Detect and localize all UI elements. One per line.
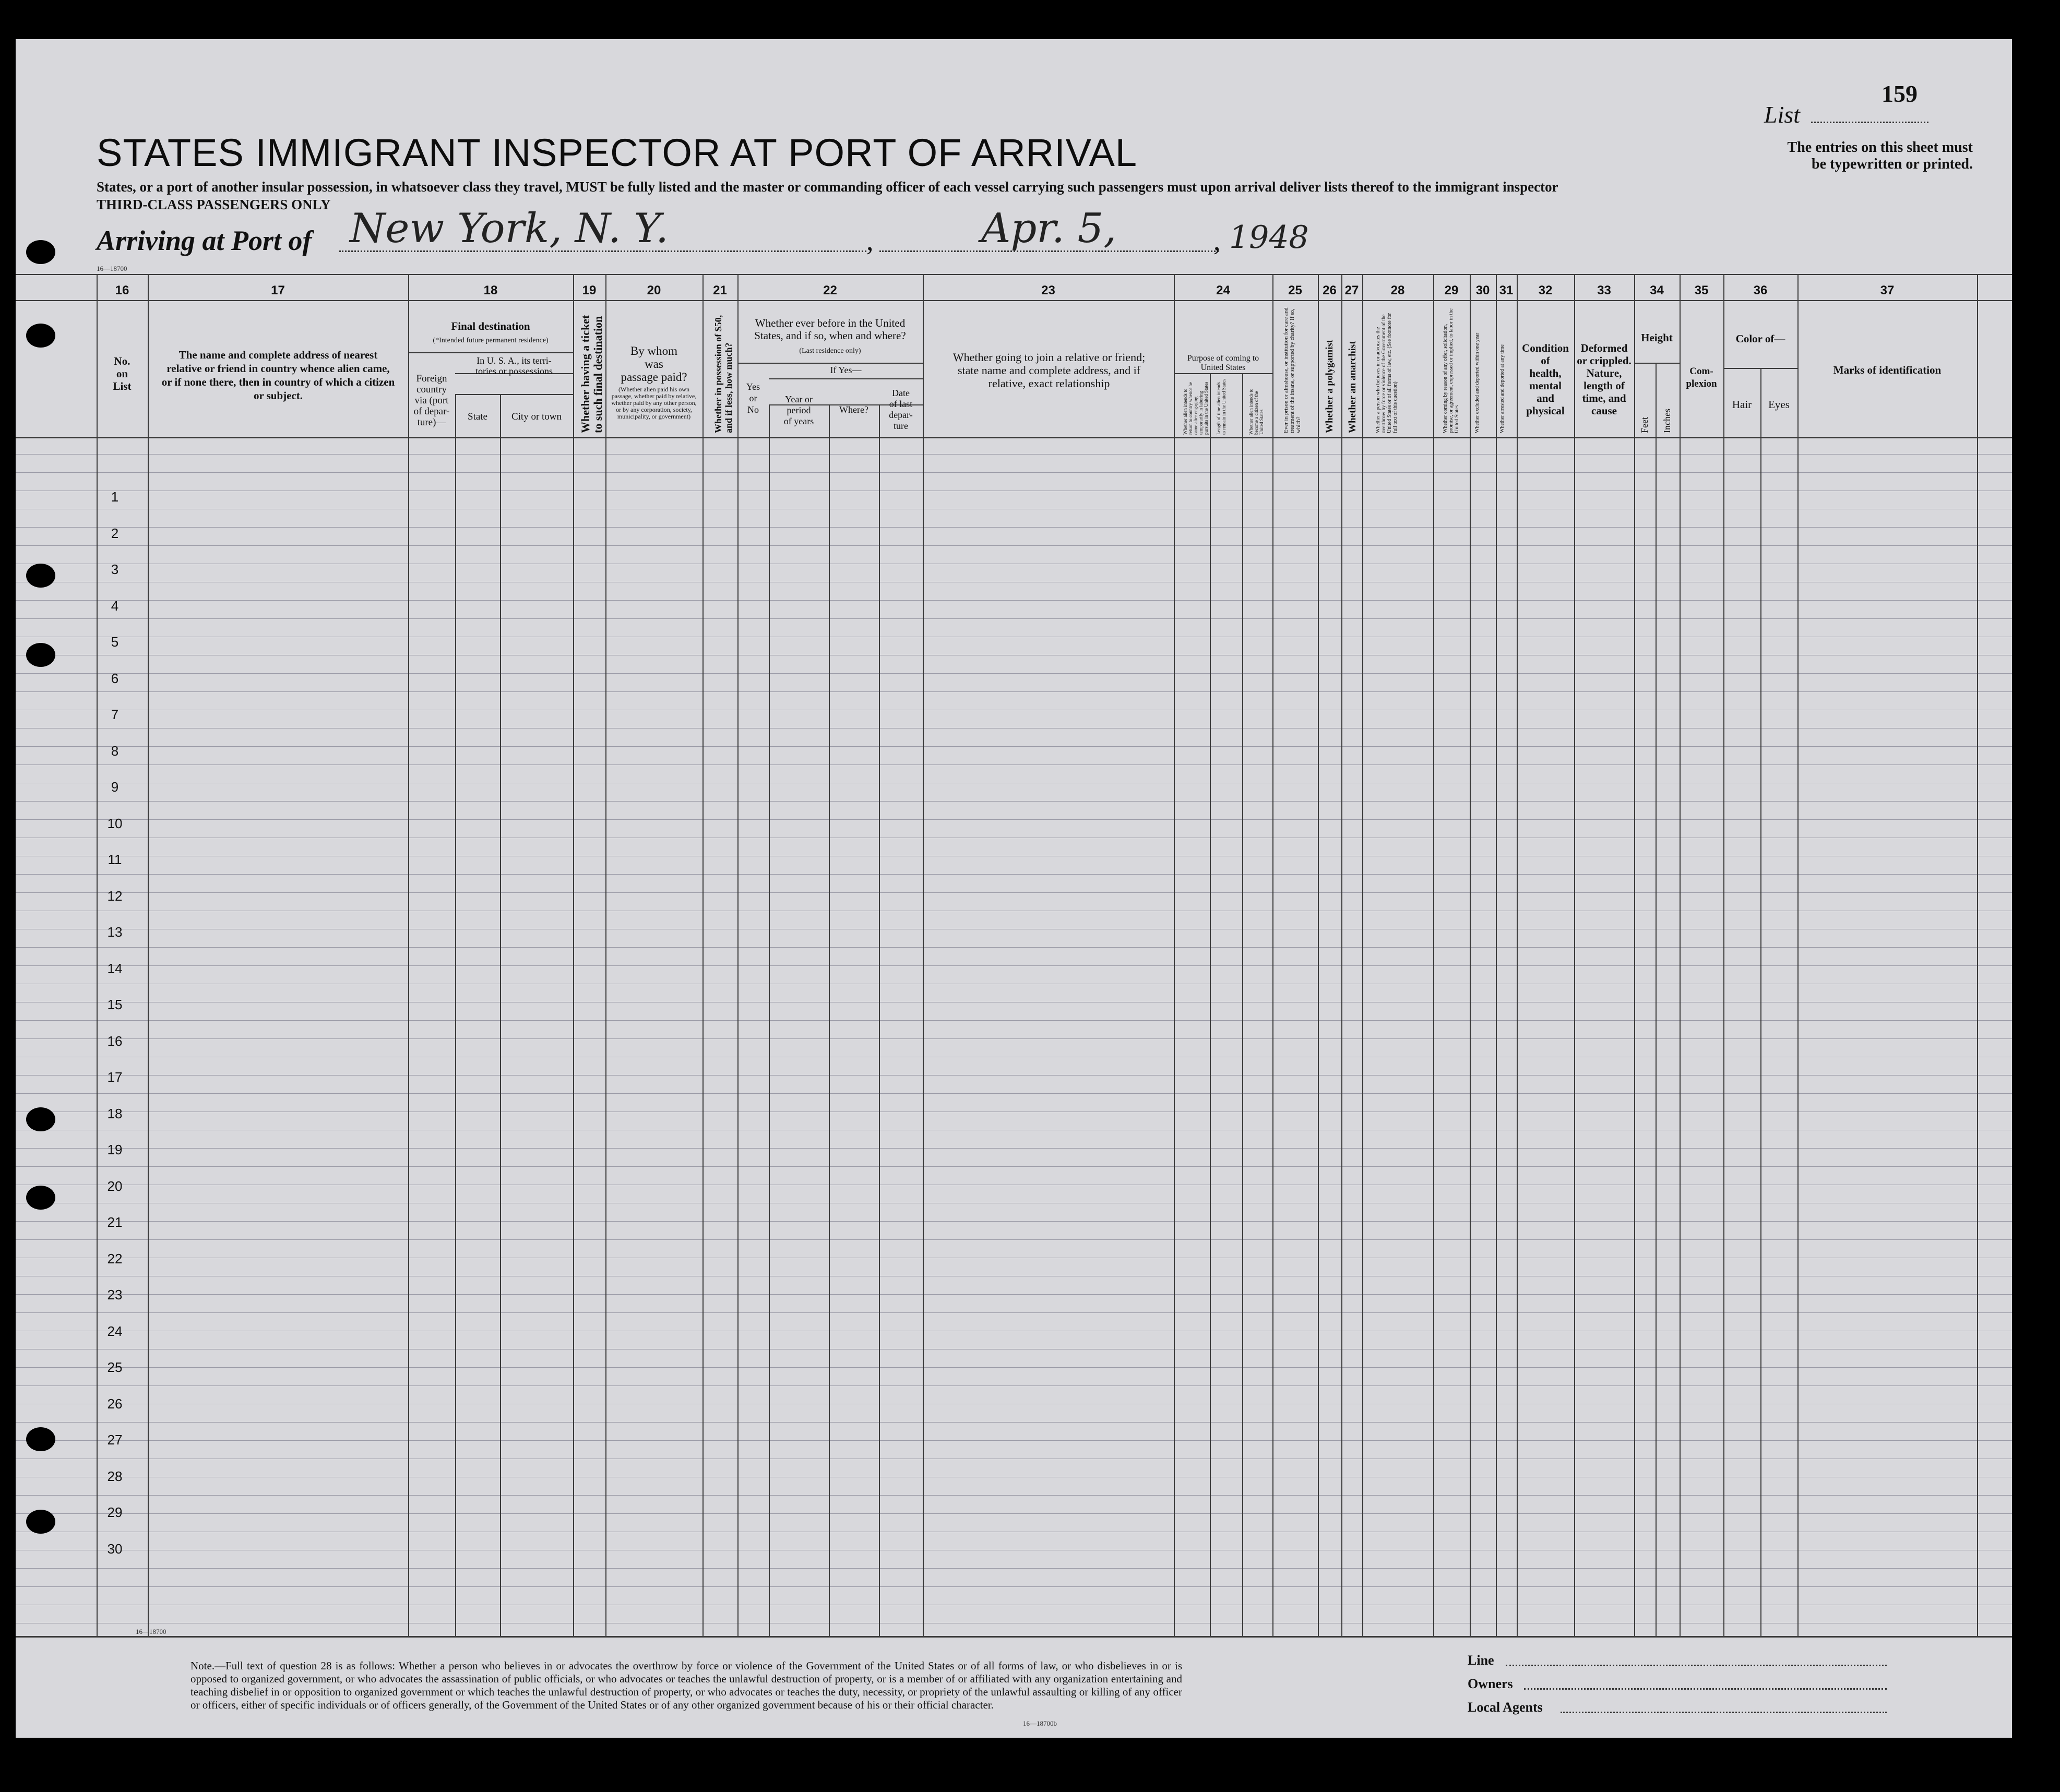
- row-number: 24: [107, 1323, 123, 1339]
- ruled-line: [16, 1568, 2012, 1569]
- row-number: 9: [111, 779, 119, 795]
- list-number: 159: [1882, 80, 1918, 107]
- col-number-31: 31: [1499, 283, 1514, 297]
- owners-dotline: [1524, 1688, 1887, 1690]
- col22-title-line: Whether ever before in the United: [755, 317, 906, 329]
- ruled-line: [16, 1294, 2012, 1295]
- col-number-36: 36: [1753, 283, 1768, 297]
- manifest-sheet: [16, 39, 2012, 1738]
- page-title: STATES IMMIGRANT INSPECTOR AT PORT OF ARRIVAL: [97, 131, 1138, 174]
- row-number: 18: [107, 1105, 123, 1121]
- col-number-28: 28: [1390, 283, 1405, 297]
- col36-hair: Hair: [1732, 398, 1752, 411]
- ruled-line: [16, 600, 2012, 601]
- row-number: 16: [107, 1033, 123, 1049]
- col32-line: and: [1537, 392, 1554, 404]
- col20-title: [605, 344, 702, 384]
- sub-line: [1174, 373, 1272, 374]
- col22-date-line: ture: [894, 421, 908, 431]
- ruled-line: [16, 454, 2012, 455]
- ruled-line: [16, 1221, 2012, 1222]
- col22-yesno: [737, 381, 769, 415]
- row-number: 22: [107, 1250, 123, 1267]
- col-line: [879, 404, 880, 1636]
- col22-title-line: States, and if so, when and where?: [754, 329, 906, 342]
- agents-dotline: [1561, 1712, 1887, 1713]
- col22-date-line: depar-: [889, 410, 913, 420]
- ruled-line: [16, 965, 2012, 966]
- col-line: [1470, 274, 1471, 1636]
- col-number-34: 34: [1650, 283, 1664, 297]
- col-line: [1433, 274, 1434, 1636]
- print-code: 16—18700: [97, 265, 127, 272]
- page-subtitle: States, or a port of another insular possession, in whatsoever class they travel, MUST be fully listed and the master or commanding officer of each vessel carrying such passengers must upon arrival deliver lists thereof to the immigrant inspector: [97, 179, 1558, 195]
- col-line: [1977, 274, 1978, 1636]
- col-number-29: 29: [1444, 283, 1459, 297]
- col20-title-line: was: [645, 357, 663, 371]
- comma: ,: [866, 225, 874, 256]
- col-number-37: 37: [1880, 283, 1895, 297]
- row-number: 14: [107, 960, 123, 976]
- col-number-19: 19: [582, 283, 597, 297]
- row-number: 23: [107, 1287, 123, 1303]
- col36-title: Color of—: [1735, 332, 1785, 345]
- col18-foreign-line: country: [416, 384, 447, 395]
- col24-c: Whether alien intends to become a citizen of the United States: [1248, 388, 1264, 435]
- col34-title: Height: [1641, 331, 1673, 344]
- col18-foreign: [408, 373, 455, 428]
- col22-year-line: of years: [783, 416, 814, 426]
- ruled-line: [16, 527, 2012, 528]
- col-line: [702, 274, 704, 1636]
- col32-line: Condition: [1522, 342, 1569, 354]
- ruled-line: [16, 1513, 2012, 1514]
- col-number-18: 18: [483, 283, 498, 297]
- col16-line: No.: [114, 355, 130, 367]
- row-number: 5: [111, 634, 119, 650]
- ruled-line: [16, 1166, 2012, 1167]
- col24-title-line: Purpose of coming to: [1187, 354, 1259, 363]
- col34-inches: Inches: [1662, 409, 1672, 433]
- colnum-line: [16, 300, 2012, 301]
- col37-header: Marks of identification: [1833, 364, 1942, 376]
- row-number: 29: [107, 1504, 123, 1520]
- col-line: [455, 394, 456, 1636]
- col-line: [500, 394, 501, 1636]
- ruled-line: [16, 892, 2012, 893]
- col32-line: mental: [1529, 379, 1562, 392]
- col20-note: (Whether alien paid his own passage, whether paid by relative, whether paid by any other person, or by any corporation, society, municipality, or government): [611, 386, 697, 420]
- col33-line: Deformed: [1580, 342, 1628, 354]
- table-bottom-line: [16, 1636, 2012, 1638]
- col18-foreign-line: ture)—: [417, 417, 446, 428]
- col35-header: [1680, 365, 1723, 390]
- ruled-line: [16, 1586, 2012, 1587]
- arriving-label: Arriving at Port of: [97, 225, 312, 256]
- col22-date-line: Date: [892, 388, 910, 398]
- col23-header: Whether going to join a relative or friend; state name and complete address, and if relative, exact relationship: [952, 351, 1146, 390]
- row-number: 4: [111, 598, 119, 614]
- row-number: 10: [107, 815, 123, 831]
- col33-line: cause: [1591, 404, 1617, 417]
- col-number-33: 33: [1597, 283, 1611, 297]
- col-line: [1318, 274, 1319, 1636]
- col-line: [1723, 274, 1724, 1636]
- ruled-line: [16, 673, 2012, 674]
- col18-note: (*Intended future permanent residence): [433, 337, 549, 344]
- col-number-26: 26: [1323, 283, 1337, 297]
- row-number: 17: [107, 1069, 123, 1085]
- ruled-line: [16, 1440, 2012, 1441]
- col21-header: Whether in possession of $50, and if less, how much?: [713, 315, 734, 433]
- col-line: [1797, 274, 1799, 1636]
- col-line: [1517, 274, 1518, 1636]
- col33-line: Nature,: [1586, 367, 1622, 379]
- sheet-note: [1686, 139, 1973, 173]
- row-number: 11: [108, 852, 122, 867]
- row-number: 1: [111, 489, 119, 505]
- ruled-line: [16, 1038, 2012, 1039]
- sub-line: [1723, 368, 1797, 369]
- col-line: [1272, 274, 1273, 1636]
- col-line: [1174, 274, 1175, 1636]
- col29-header: Whether coming by reason of any offer, solicitation, promise, or agreement, expressed or implied, to labor in the United States: [1443, 308, 1460, 433]
- col20-title-line: By whom: [630, 344, 678, 357]
- sub-line: [408, 352, 573, 353]
- col-number-20: 20: [647, 283, 661, 297]
- col22-note: (Last residence only): [799, 347, 861, 355]
- row-number: 20: [107, 1178, 123, 1194]
- col-line: [829, 404, 830, 1636]
- ruled-line: [16, 1385, 2012, 1386]
- col18-state: State: [468, 411, 487, 422]
- col-number-27: 27: [1344, 283, 1359, 297]
- col18-usa-line: In U. S. A., its terri-: [477, 355, 552, 366]
- col-number-21: 21: [713, 283, 727, 297]
- col31-header: Whether arrested and deported at any time: [1499, 344, 1505, 433]
- footnote-print-code: 16—18700b: [1023, 1719, 1057, 1727]
- col32-header: [1517, 342, 1574, 417]
- comma-2: ,: [1213, 225, 1221, 256]
- col-line: [1496, 274, 1497, 1636]
- col22-date-line: of last: [889, 399, 913, 409]
- col-line: [923, 274, 924, 1636]
- print-code-bottom: 16—18700: [136, 1628, 166, 1635]
- sub-line: [769, 378, 923, 379]
- row-number: 21: [107, 1214, 123, 1230]
- ruled-line: [16, 1075, 2012, 1076]
- punch-hole: [26, 1186, 55, 1210]
- col22-year: [769, 394, 829, 427]
- row-number: 28: [107, 1468, 123, 1484]
- col18-usa: [455, 355, 573, 376]
- row-number: 7: [111, 707, 119, 722]
- ruled-line: [16, 874, 2012, 875]
- col17-header: The name and complete address of nearest relative or friend in country whence alien came, or if none there, then in country of which a citizen or subject.: [161, 349, 395, 402]
- col-number-24: 24: [1216, 283, 1230, 297]
- col22-date: [879, 388, 923, 432]
- col30-header: Whether excluded and deported within one year: [1474, 332, 1480, 433]
- col24-a: Whether alien intends to return to country whence he came after engaging temporarily in laboring pursuits in the United States: [1183, 381, 1209, 435]
- punch-hole: [26, 324, 55, 348]
- row-number: 26: [107, 1395, 123, 1412]
- ruled-line: [16, 472, 2012, 473]
- line-dotline: [1506, 1665, 1887, 1666]
- col35-line: Com-: [1689, 366, 1713, 377]
- sheet-note-line-1: The entries on this sheet must: [1787, 139, 1973, 156]
- row-number: 27: [107, 1432, 123, 1448]
- col32-line: of: [1541, 354, 1550, 367]
- col-line: [737, 274, 739, 1636]
- col-line: [1362, 274, 1363, 1636]
- col-line: [408, 274, 409, 1636]
- col-number-35: 35: [1694, 283, 1709, 297]
- col22-year-line: period: [787, 405, 811, 415]
- header-bottom-line: [16, 437, 2012, 438]
- col-line: [1656, 363, 1657, 1636]
- punch-hole: [26, 643, 55, 667]
- col24-title-line: United States: [1200, 363, 1246, 372]
- col33-line: or crippled.: [1577, 354, 1632, 367]
- ruled-line: [16, 1239, 2012, 1240]
- ruled-line: [16, 1495, 2012, 1496]
- ruled-line: [16, 947, 2012, 948]
- row-number: 19: [107, 1142, 123, 1157]
- sub-line: [455, 394, 573, 395]
- col-line: [1574, 274, 1575, 1636]
- owners-label: Owners: [1468, 1676, 1513, 1691]
- col32-line: physical: [1526, 404, 1565, 417]
- row-number: 25: [107, 1359, 123, 1375]
- col22-where: Where?: [839, 404, 868, 415]
- col-line: [1210, 373, 1211, 1636]
- col16-line: on: [116, 367, 128, 380]
- row-number: 15: [107, 997, 123, 1012]
- col36-eyes: Eyes: [1768, 398, 1790, 411]
- col19-header: Whether having a ticket to such final destination: [579, 315, 604, 433]
- col-number-22: 22: [823, 283, 837, 297]
- col33-header: [1574, 342, 1634, 417]
- col-line: [1242, 373, 1243, 1636]
- col-line: [1680, 274, 1681, 1636]
- list-label: List: [1764, 101, 1801, 128]
- col18-foreign-line: Foreign: [416, 373, 447, 384]
- line-label: Line: [1468, 1653, 1494, 1668]
- row-number: 2: [111, 525, 119, 541]
- col-number-25: 25: [1288, 283, 1302, 297]
- punch-hole: [26, 1107, 55, 1131]
- col-number-23: 23: [1041, 283, 1055, 297]
- ruled-line: [16, 764, 2012, 765]
- col-line: [148, 274, 149, 1636]
- row-number: 3: [111, 562, 119, 577]
- col-number-16: 16: [115, 283, 129, 297]
- col24-title: [1174, 354, 1272, 373]
- col-line: [1341, 274, 1342, 1636]
- col-number-32: 32: [1538, 283, 1553, 297]
- col-line: [605, 274, 606, 1636]
- col35-line: plexion: [1686, 378, 1717, 389]
- punch-hole: [26, 1427, 55, 1451]
- col-line: [769, 404, 770, 1636]
- col22-yesno-line: or: [749, 393, 757, 403]
- ruled-line: [16, 1093, 2012, 1094]
- ruled-line: [16, 746, 2012, 747]
- col-number-17: 17: [271, 283, 285, 297]
- ruled-line: [16, 691, 2012, 692]
- agents-label: Local Agents: [1468, 1700, 1543, 1715]
- footnote: Note.—Full text of question 28 is as follows: Whether a person who believes in or advocates the overthrow by force or violence of the Government of the United States or of all forms of law, or who disbelieves in or is opposed to organized government, or who advocates the assassination of public officials, or who advocates or teaches the unlawful destruction of property, or is a member of or affiliated with any organization entertaining and teaching disbelief in or opposition to organized government or which teaches the unlawful destruction of property, or who advocates or teaches the duty, necessity, or propriety of the unlawful assaulting or killing of any officer or officers, either of specific individuals or of officers generally, of the Government of the United States or of any other organized government because of his or their official character.: [190, 1659, 1182, 1711]
- ruled-line: [16, 1367, 2012, 1368]
- sheet-note-line-2: be typewritten or printed.: [1812, 156, 1973, 172]
- col32-line: health,: [1529, 367, 1562, 379]
- date-value: Apr. 5,: [981, 205, 1116, 252]
- year-value: 1948: [1229, 219, 1309, 256]
- col18-foreign-line: of depar-: [413, 406, 450, 417]
- col18-usa-line: tories or possessions: [475, 366, 553, 376]
- ruled-line: [16, 801, 2012, 802]
- punch-hole: [26, 564, 55, 588]
- col20-title-line: passage paid?: [621, 371, 687, 384]
- col22-yesno-line: No: [747, 404, 759, 415]
- col27-header: Whether an anarchist: [1347, 341, 1358, 433]
- col33-line: length of: [1583, 379, 1625, 392]
- row-number: 12: [107, 888, 123, 904]
- col18-foreign-line: via (port: [414, 395, 449, 406]
- ruled-line: [16, 1020, 2012, 1021]
- ruled-line: [16, 545, 2012, 546]
- col-line: [1760, 368, 1761, 1636]
- col22-year-line: Year or: [785, 394, 813, 404]
- col-line: [573, 274, 574, 1636]
- col16-header: [97, 355, 148, 392]
- row-number: 8: [111, 743, 119, 759]
- col28-header: Whether a person who believes in or advocates the overthrow by force or violence of the Government of the United States or of all forms of law, etc. (See footnote for full text of this question): [1375, 313, 1398, 433]
- col22-yesno-line: Yes: [746, 381, 760, 392]
- punch-hole: [26, 240, 55, 264]
- ruled-line: [16, 1148, 2012, 1149]
- row-number: 6: [111, 670, 119, 686]
- port-value: New York, N. Y.: [350, 205, 669, 252]
- ruled-line: [16, 819, 2012, 820]
- ruled-line: [16, 1422, 2012, 1423]
- col-number-30: 30: [1475, 283, 1490, 297]
- col18-city: City or town: [511, 411, 562, 422]
- col22-ifyes: If Yes—: [830, 365, 862, 375]
- col-line: [1634, 274, 1635, 1636]
- col34-feet: Feet: [1639, 417, 1650, 433]
- row-number: 30: [107, 1540, 123, 1557]
- class-line: THIRD-CLASS PASSENGERS ONLY: [97, 197, 331, 212]
- punch-hole: [26, 1510, 55, 1534]
- col26-header: Whether a polygamist: [1324, 339, 1335, 433]
- ruled-line: [16, 618, 2012, 619]
- ruled-line: [16, 1312, 2012, 1313]
- col22-title: [737, 317, 923, 342]
- row-number: 13: [107, 924, 123, 940]
- col18-title: Final destination: [451, 320, 530, 332]
- table-top-line: [16, 274, 2012, 275]
- list-number-line: [1811, 122, 1928, 123]
- col25-header: Ever in prison or almshouse, or institution for care and treatment of the insane, or supported by charity? If so, which?: [1283, 307, 1302, 433]
- col33-line: time, and: [1582, 392, 1626, 404]
- sub-line: [1634, 363, 1680, 364]
- col24-b: Length of time alien intends to remain in the United States: [1216, 378, 1227, 435]
- col16-line: List: [113, 380, 132, 392]
